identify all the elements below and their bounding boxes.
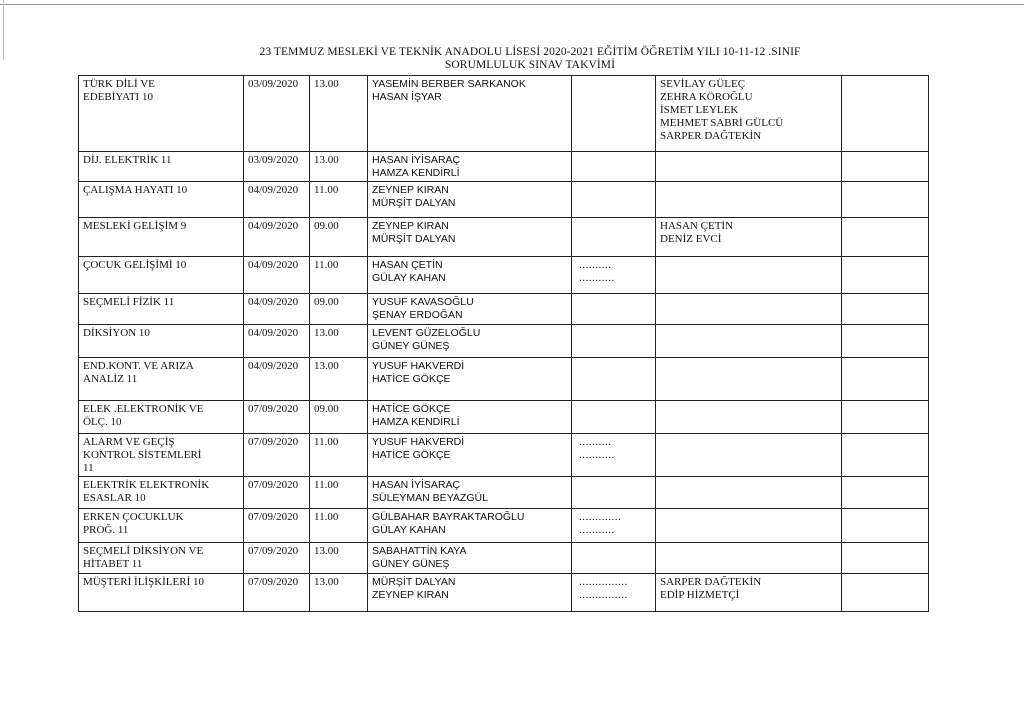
member-name: İSMET LEYLEK: [660, 104, 739, 116]
exam-time: 13.00: [314, 576, 339, 588]
exam-time: 09.00: [314, 220, 339, 232]
lesson-cell: [79, 574, 244, 612]
exam-date: 03/09/2020: [248, 78, 299, 90]
empty-cell: [842, 574, 929, 612]
table-row: [79, 401, 929, 434]
time-cell: [310, 543, 368, 574]
lesson-name-line: ELEKTRİK ELEKTRONİK: [83, 479, 210, 491]
teacher-name: HATİCE GÖKÇE: [372, 373, 451, 385]
teacher-name: GÜLBAHAR BAYRAKTAROĞLU: [372, 511, 525, 523]
teacher-name: GÜLAY KAHAN: [372, 272, 446, 284]
signature-cell: [572, 401, 656, 434]
teacher-name: ŞENAY ERDOĞAN: [372, 309, 463, 321]
exam-time: 09.00: [314, 296, 339, 308]
exam-date: 04/09/2020: [248, 220, 299, 232]
signature-cell: [572, 294, 656, 325]
lesson-cell: [79, 477, 244, 509]
teacher-name: YUSUF HAKVERDİ: [372, 436, 465, 448]
signature-cell: [572, 218, 656, 257]
empty-cell: [842, 434, 929, 477]
lesson-cell: [79, 401, 244, 434]
members-cell: [656, 294, 842, 325]
signature-cell: [572, 182, 656, 218]
date-cell: [244, 325, 310, 358]
teacher-name: YASEMİN BERBER SARKANOK: [372, 78, 526, 90]
exam-time: 11.00: [314, 259, 339, 271]
members-cell: [656, 76, 842, 152]
time-cell: [310, 257, 368, 294]
teacher-name: GÜNEY GÜNEŞ: [372, 340, 450, 352]
date-cell: [244, 509, 310, 543]
empty-cell: [842, 358, 929, 401]
lesson-cell: [79, 152, 244, 182]
teacher-name: SABAHATTİN KAYA: [372, 545, 467, 557]
time-cell: [310, 358, 368, 401]
teacher-name: MÜRŞİT DALYAN: [372, 576, 456, 588]
exam-date: 07/09/2020: [248, 511, 299, 523]
date-cell: [244, 358, 310, 401]
teacher-name: HASAN ÇETİN: [372, 259, 443, 271]
scan-edge-top: [0, 4, 1024, 5]
table-row: [79, 182, 929, 218]
empty-cell: [842, 76, 929, 152]
signature-dots: ...........: [579, 272, 615, 284]
members-cell: [656, 509, 842, 543]
exam-date: 07/09/2020: [248, 436, 299, 448]
signature-cell: [572, 76, 656, 152]
teachers-cell: [368, 543, 572, 574]
exam-time: 13.00: [314, 360, 339, 372]
teacher-name: ZEYNEP KIRAN: [372, 220, 449, 232]
time-cell: [310, 152, 368, 182]
time-cell: [310, 76, 368, 152]
exam-date: 04/09/2020: [248, 360, 299, 372]
lesson-name-line: EDEBİYATI 10: [83, 91, 153, 103]
lesson-name-line: DİKSİYON 10: [83, 327, 150, 339]
exam-date: 07/09/2020: [248, 479, 299, 491]
members-cell: [656, 574, 842, 612]
table-row: [79, 543, 929, 574]
lesson-cell: [79, 182, 244, 218]
signature-dots: ...............: [579, 589, 628, 601]
signature-dots: ...........: [579, 449, 615, 461]
teacher-name: HAMZA KENDİRLİ: [372, 416, 460, 428]
lesson-name-line: ERKEN ÇOCUKLUK: [83, 511, 184, 523]
signature-cell: [572, 574, 656, 612]
members-cell: [656, 543, 842, 574]
date-cell: [244, 182, 310, 218]
table-body: [79, 76, 929, 612]
table-row: [79, 509, 929, 543]
exam-date: 07/09/2020: [248, 545, 299, 557]
teacher-name: YUSUF HAKVERDİ: [372, 360, 465, 372]
date-cell: [244, 294, 310, 325]
exam-date: 04/09/2020: [248, 184, 299, 196]
signature-cell: [572, 358, 656, 401]
date-cell: [244, 152, 310, 182]
teachers-cell: [368, 401, 572, 434]
members-cell: [656, 401, 842, 434]
lesson-cell: [79, 509, 244, 543]
exam-date: 03/09/2020: [248, 154, 299, 166]
teachers-cell: [368, 574, 572, 612]
members-cell: [656, 358, 842, 401]
title-line-2: SORUMLULUK SINAV TAKVİMİ: [444, 59, 616, 71]
members-cell: [656, 325, 842, 358]
date-cell: [244, 76, 310, 152]
teacher-name: SÜLEYMAN BEYAZGÜL: [372, 492, 488, 504]
teacher-name: LEVENT GÜZELOĞLU: [372, 327, 481, 339]
members-cell: [656, 257, 842, 294]
table-row: [79, 358, 929, 401]
teacher-name: HAMZA KENDİRLİ: [372, 167, 460, 179]
date-cell: [244, 543, 310, 574]
teachers-cell: [368, 358, 572, 401]
exam-time: 13.00: [314, 327, 339, 339]
exam-time: 11.00: [314, 479, 339, 491]
teacher-name: MÜRŞİT DALYAN: [372, 197, 456, 209]
signature-dots: ...............: [579, 576, 628, 588]
document-title: [180, 46, 880, 72]
lesson-name-line: HİTABET 11: [83, 558, 143, 570]
members-cell: [656, 477, 842, 509]
date-cell: [244, 574, 310, 612]
time-cell: [310, 509, 368, 543]
member-name: SARPER DAĞTEKİN: [660, 130, 762, 142]
lesson-cell: [79, 358, 244, 401]
time-cell: [310, 401, 368, 434]
lesson-name-line: ÇALIŞMA HAYATI 10: [83, 184, 188, 196]
teachers-cell: [368, 257, 572, 294]
empty-cell: [842, 543, 929, 574]
teachers-cell: [368, 294, 572, 325]
time-cell: [310, 325, 368, 358]
teacher-name: GÜNEY GÜNEŞ: [372, 558, 450, 570]
time-cell: [310, 182, 368, 218]
signature-cell: [572, 325, 656, 358]
table-row: [79, 152, 929, 182]
exam-date: 04/09/2020: [248, 327, 299, 339]
member-name: EDİP HİZMETÇİ: [660, 589, 740, 601]
date-cell: [244, 218, 310, 257]
lesson-cell: [79, 257, 244, 294]
members-cell: [656, 182, 842, 218]
teacher-name: HASAN İŞYAR: [372, 91, 442, 103]
lesson-name-line: PROĞ. 11: [83, 524, 129, 536]
signature-cell: [572, 152, 656, 182]
signature-dots: ..........: [579, 259, 612, 271]
date-cell: [244, 257, 310, 294]
table-row: [79, 325, 929, 358]
teachers-cell: [368, 218, 572, 257]
date-cell: [244, 434, 310, 477]
scan-edge-left: [3, 0, 4, 60]
member-name: HASAN ÇETİN: [660, 220, 734, 232]
table-row: [79, 76, 929, 152]
member-name: ZEHRA KÖROĞLU: [660, 91, 753, 103]
member-name: SARPER DAĞTEKİN: [660, 576, 762, 588]
lesson-name-line: SEÇMELİ FİZİK 11: [83, 296, 175, 308]
member-name: MEHMET SABRİ GÜLCÜ: [660, 117, 784, 129]
time-cell: [310, 294, 368, 325]
members-cell: [656, 218, 842, 257]
exam-time: 13.00: [314, 154, 339, 166]
lesson-name-line: MÜŞTERİ İLİŞKİLERİ 10: [83, 576, 204, 588]
time-cell: [310, 574, 368, 612]
lesson-name-line: MESLEKİ GELİŞİM 9: [83, 220, 187, 232]
exam-schedule-table: [78, 75, 929, 612]
lesson-name-line: TÜRK DİLİ VE: [83, 78, 155, 90]
teachers-cell: [368, 152, 572, 182]
time-cell: [310, 218, 368, 257]
date-cell: [244, 401, 310, 434]
teacher-name: YUSUF KAVASOĞLU: [372, 296, 474, 308]
empty-cell: [842, 325, 929, 358]
exam-time: 13.00: [314, 545, 339, 557]
exam-time: 13.00: [314, 78, 339, 90]
teacher-name: GÜLAY KAHAN: [372, 524, 446, 536]
lesson-name-line: ELEK .ELEKTRONİK VE: [83, 403, 204, 415]
empty-cell: [842, 477, 929, 509]
teacher-name: ZEYNEP KIRAN: [372, 184, 449, 196]
empty-cell: [842, 218, 929, 257]
signature-dots: .............: [579, 511, 622, 523]
exam-date: 07/09/2020: [248, 576, 299, 588]
lesson-name-line: DİJ. ELEKTRİK 11: [83, 154, 172, 166]
lesson-name-line: ÇOCUK GELİŞİMİ 10: [83, 259, 187, 271]
table-row: [79, 574, 929, 612]
time-cell: [310, 477, 368, 509]
signature-cell: [572, 509, 656, 543]
teacher-name: ZEYNEP KIRAN: [372, 589, 449, 601]
lesson-name-line: END.KONT. VE ARIZA: [83, 360, 194, 372]
teachers-cell: [368, 509, 572, 543]
teachers-cell: [368, 477, 572, 509]
signature-cell: [572, 257, 656, 294]
member-name: SEVİLAY GÜLEÇ: [660, 78, 746, 90]
teacher-name: MÜRŞİT DALYAN: [372, 233, 456, 245]
lesson-cell: [79, 434, 244, 477]
signature-cell: [572, 543, 656, 574]
empty-cell: [842, 182, 929, 218]
empty-cell: [842, 509, 929, 543]
signature-cell: [572, 477, 656, 509]
member-name: DENİZ EVCİ: [660, 233, 722, 245]
members-cell: [656, 152, 842, 182]
empty-cell: [842, 257, 929, 294]
exam-time: 11.00: [314, 184, 339, 196]
empty-cell: [842, 401, 929, 434]
table-row: [79, 434, 929, 477]
signature-dots: ...........: [579, 524, 615, 536]
exam-time: 09.00: [314, 403, 339, 415]
teacher-name: HASAN İYİSARAÇ: [372, 154, 461, 166]
lesson-cell: [79, 325, 244, 358]
date-cell: [244, 477, 310, 509]
lesson-name-line: KONTROL SİSTEMLERİ: [83, 449, 202, 461]
lesson-name-line: SEÇMELİ DİKSİYON VE: [83, 545, 204, 557]
teacher-name: HATİCE GÖKÇE: [372, 403, 451, 415]
lesson-cell: [79, 543, 244, 574]
lesson-cell: [79, 76, 244, 152]
exam-date: 04/09/2020: [248, 259, 299, 271]
empty-cell: [842, 152, 929, 182]
exam-time: 11.00: [314, 436, 339, 448]
exam-date: 07/09/2020: [248, 403, 299, 415]
table-row: [79, 294, 929, 325]
time-cell: [310, 434, 368, 477]
exam-date: 04/09/2020: [248, 296, 299, 308]
members-cell: [656, 434, 842, 477]
lesson-name-line: 11: [83, 462, 94, 474]
exam-time: 11.00: [314, 511, 339, 523]
teacher-name: HATİCE GÖKÇE: [372, 449, 451, 461]
lesson-name-line: ALARM VE GEÇİŞ: [83, 436, 175, 448]
signature-cell: [572, 434, 656, 477]
lesson-name-line: ESASLAR 10: [83, 492, 146, 504]
table-row: [79, 218, 929, 257]
lesson-name-line: ANALİZ 11: [83, 373, 138, 385]
teachers-cell: [368, 325, 572, 358]
empty-cell: [842, 294, 929, 325]
signature-dots: ..........: [579, 436, 612, 448]
table-row: [79, 477, 929, 509]
teachers-cell: [368, 434, 572, 477]
table-row: [79, 257, 929, 294]
lesson-cell: [79, 218, 244, 257]
teachers-cell: [368, 76, 572, 152]
teacher-name: HASAN İYİSARAÇ: [372, 479, 461, 491]
teachers-cell: [368, 182, 572, 218]
lesson-name-line: ÖLÇ. 10: [83, 416, 122, 428]
title-line-1: 23 TEMMUZ MESLEKİ VE TEKNİK ANADOLU LİSESİ 2020-2021 EĞİTİM ÖĞRETİM YILI 10-11-12 .SINIF: [259, 46, 801, 58]
lesson-cell: [79, 294, 244, 325]
